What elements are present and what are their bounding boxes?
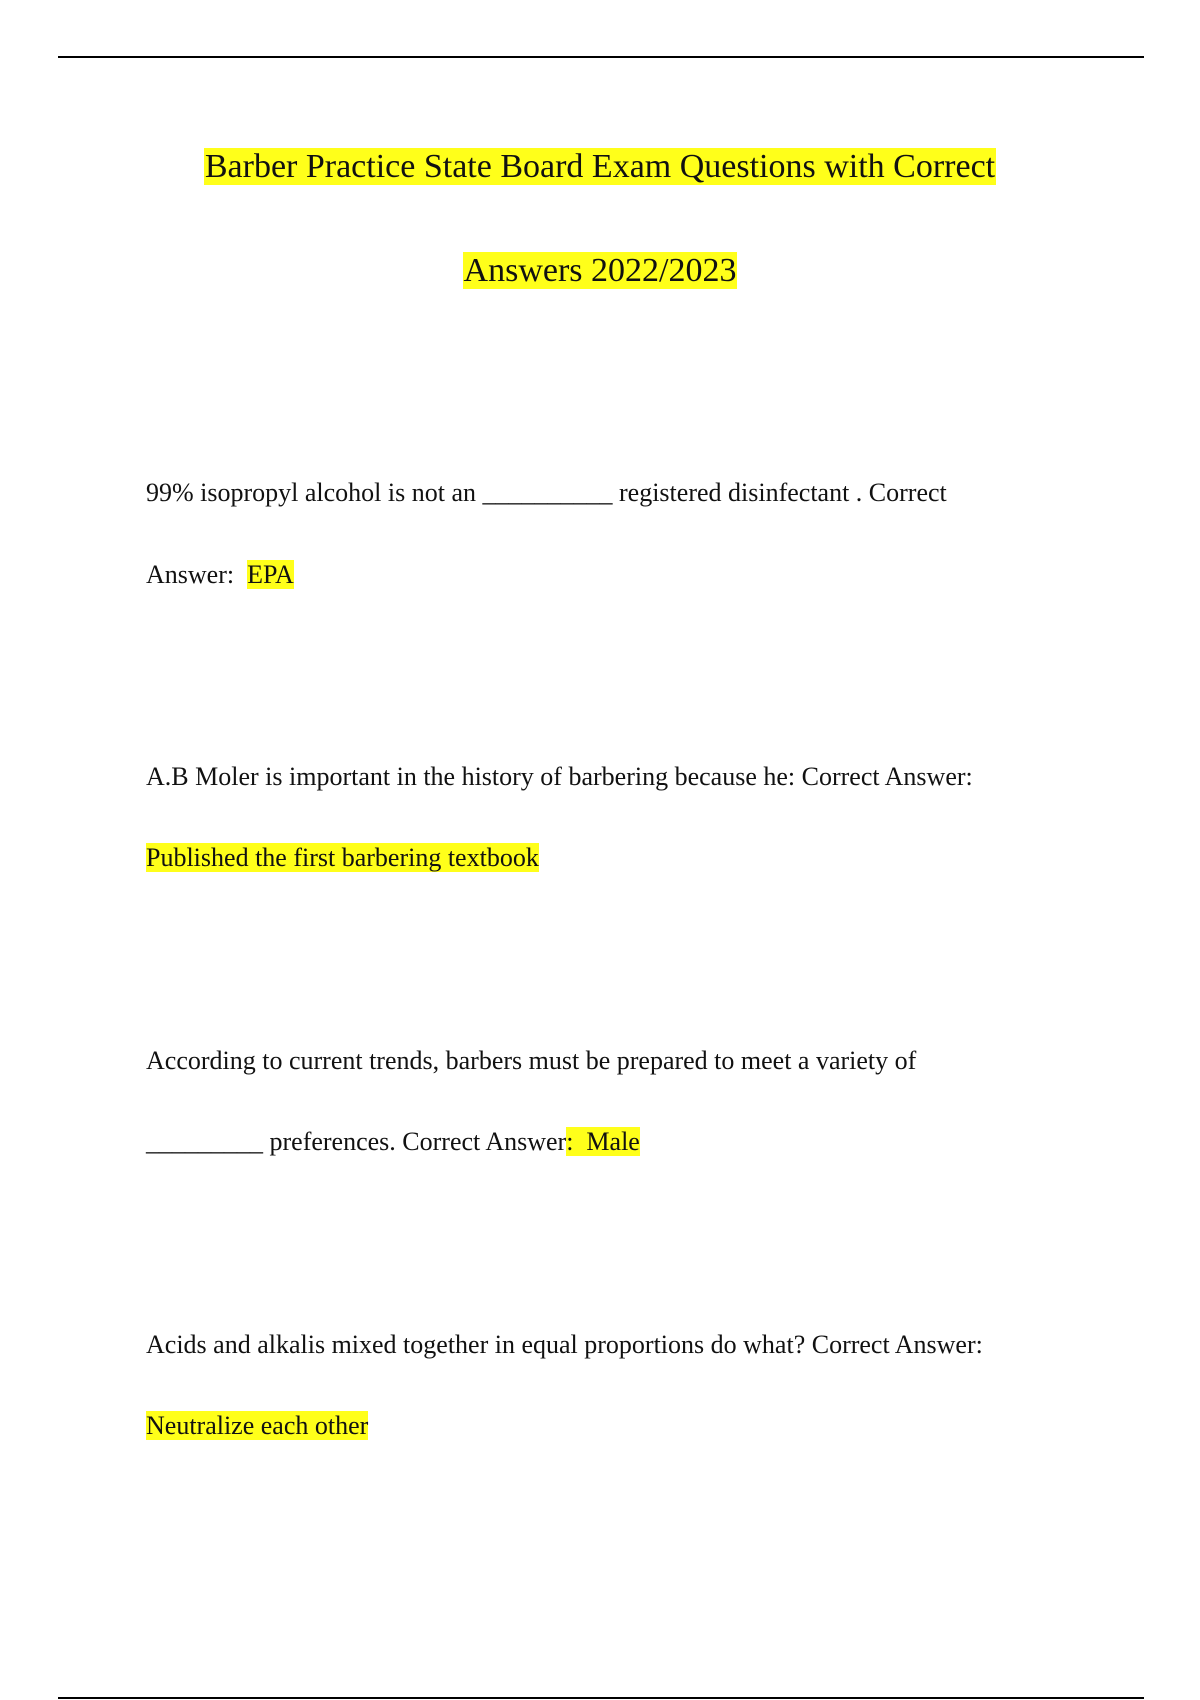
question-3-answer: : Male xyxy=(566,1127,640,1156)
question-1-answer-line xyxy=(146,558,294,592)
title-highlight-1: Barber Practice State Board Exam Questions with Correct xyxy=(204,148,996,185)
question-2-answer-line xyxy=(146,841,539,875)
question-4-text: Acids and alkalis mixed together in equal proportions do what? Correct Answer: xyxy=(146,1330,983,1359)
question-3-text: According to current trends, barbers must be prepared to meet a variety of xyxy=(146,1046,917,1075)
title-highlight-2: Answers 2022/2023 xyxy=(463,252,737,289)
question-4-answer-line xyxy=(146,1409,368,1443)
question-1-answer-prefix: Answer: xyxy=(146,560,248,589)
question-3-answer-prefix: _________ preferences. Correct Answer xyxy=(146,1127,567,1156)
question-4-answer: Neutralize each other xyxy=(146,1411,369,1440)
question-2-answer: Published the first barbering textbook xyxy=(146,843,539,872)
question-1-text: 99% isopropyl alcohol is not an __________ registered disinfectant . Correct xyxy=(146,478,947,507)
question-3-answer-line xyxy=(146,1125,640,1159)
question-2-text: A.B Moler is important in the history of barbering because he: Correct Answer: xyxy=(146,762,973,791)
page-title-line-1 xyxy=(0,145,1200,189)
header-rule xyxy=(58,56,1144,58)
page-title-line-2 xyxy=(0,249,1200,293)
question-1-answer: EPA xyxy=(247,560,294,589)
footer-rule xyxy=(58,1697,1144,1699)
